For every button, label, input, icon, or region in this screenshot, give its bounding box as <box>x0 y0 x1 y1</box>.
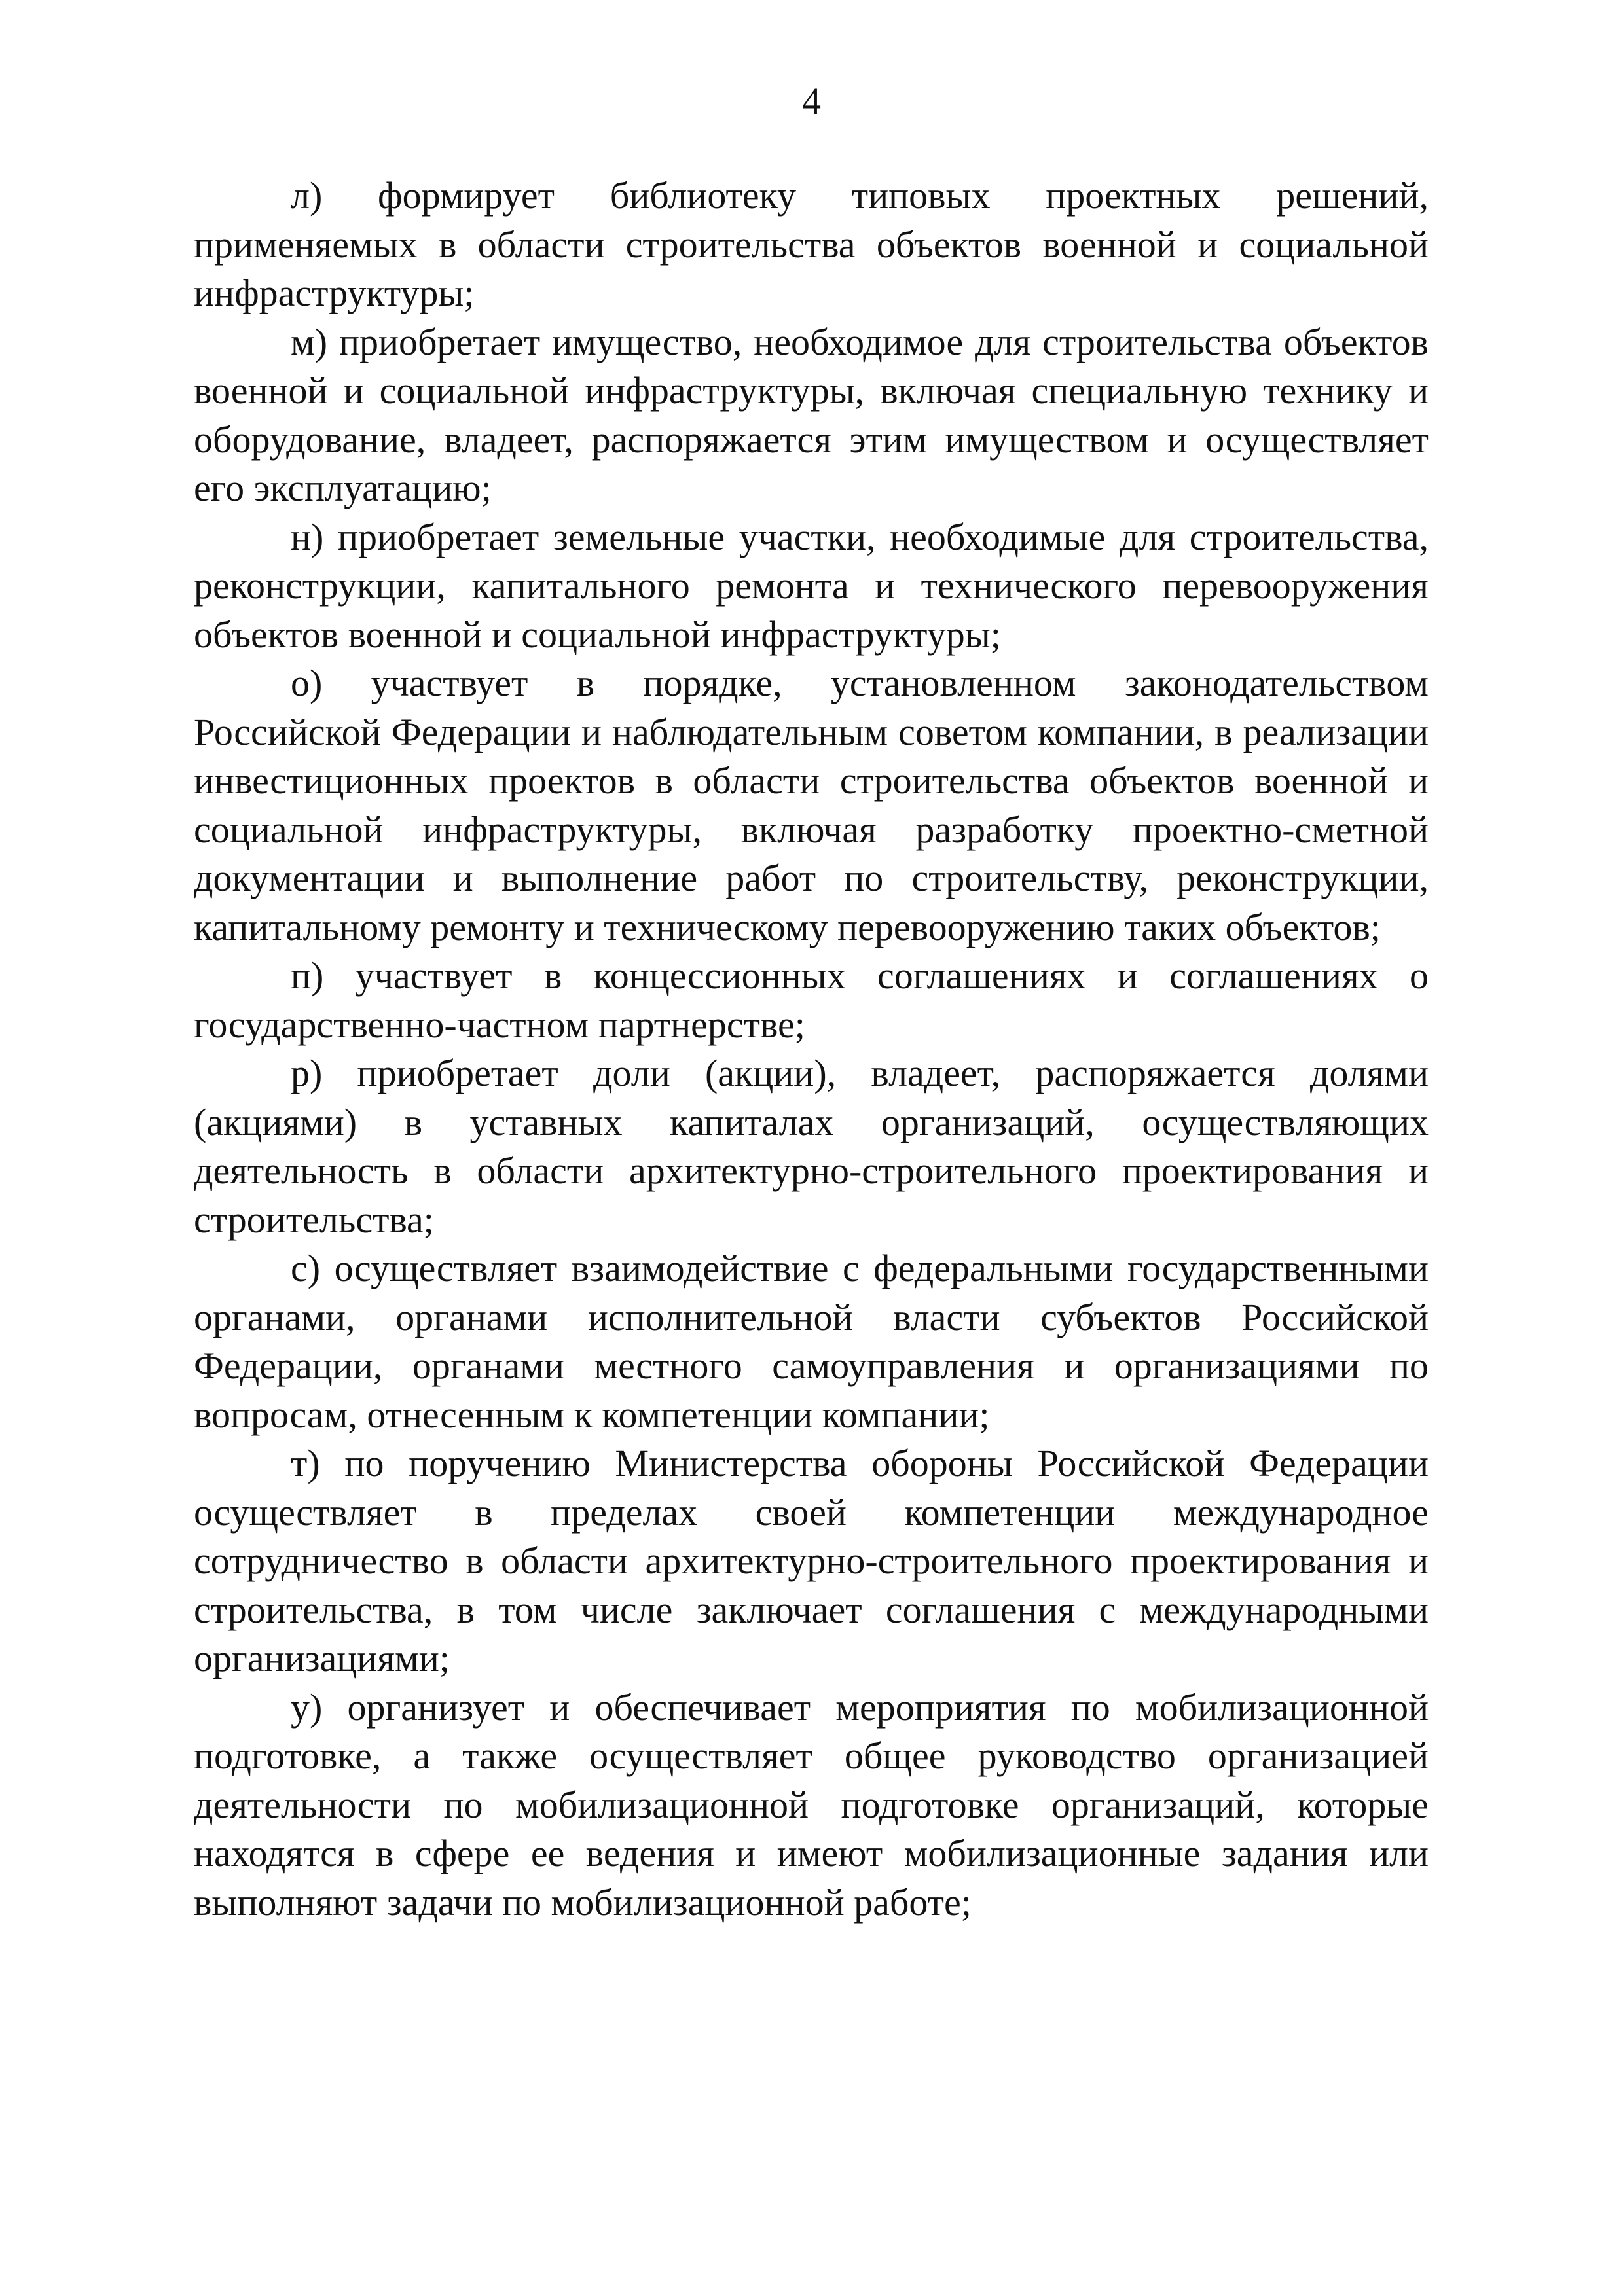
paragraph-u: у) организует и обеспечивает мероприятия по мобилизационной подготовке, а также осуществляет общее руководство организацией деятельности по мобилизационной подготовке организаций, которые находятся в сфере ее ведения и имеют мобилизационные задания или выполняют задачи по мобилизационной работе; <box>194 1685 1429 1924</box>
paragraph-t: т) по поручению Министерства обороны Российской Федерации осуществляет в пределах своей компетенции международное сотрудничество в области архитектурно-строительного проектирования и строительства, в том числе заключает соглашения с международными организациями; <box>194 1442 1429 1679</box>
paragraph-l: л) формирует библиотеку типовых проектных решений, применяемых в области строительства объектов военной и социальной инфраструктуры; <box>194 174 1429 314</box>
paragraph-n: н) приобретает земельные участки, необходимые для строительства, реконструкции, капитального ремонта и технического перевооружения объектов военной и социальной инфраструктуры; <box>194 515 1429 656</box>
document-body <box>194 171 1429 1927</box>
paragraph-s: с) осуществляет взаимодействие с федеральными государственными органами, органами исполнительной власти субъектов Российской Федерации, органами местного самоуправления и организациями по вопросам, отнесенным к компетенции компании; <box>194 1247 1429 1436</box>
paragraph-p: п) участвует в концессионных соглашениях и соглашениях о государственно-частном партнерстве; <box>194 954 1429 1046</box>
paragraph-o: о) участвует в порядке, установленном законодательством Российской Федерации и наблюдательным советом компании, в реализации инвестиционных проектов в области строительства объектов военной и социальной инфраструктуры, включая разработку проектно-сметной документации и выполнение работ по строительству, реконструкции, капитальному ремонту и техническому перевооружению таких объектов; <box>194 662 1429 948</box>
paragraph-m: м) приобретает имущество, необходимое для строительства объектов военной и социальной инфраструктуры, включая специальную технику и оборудование, владеет, распоряжается этим имуществом и осуществляет его эксплуатацию; <box>194 320 1429 509</box>
paragraph-r: р) приобретает доли (акции), владеет, распоряжается долями (акциями) в уставных капиталах организаций, осуществляющих деятельность в области архитектурно-строительного проектирования и строительства; <box>194 1052 1429 1241</box>
page-number: 4 <box>802 80 821 122</box>
